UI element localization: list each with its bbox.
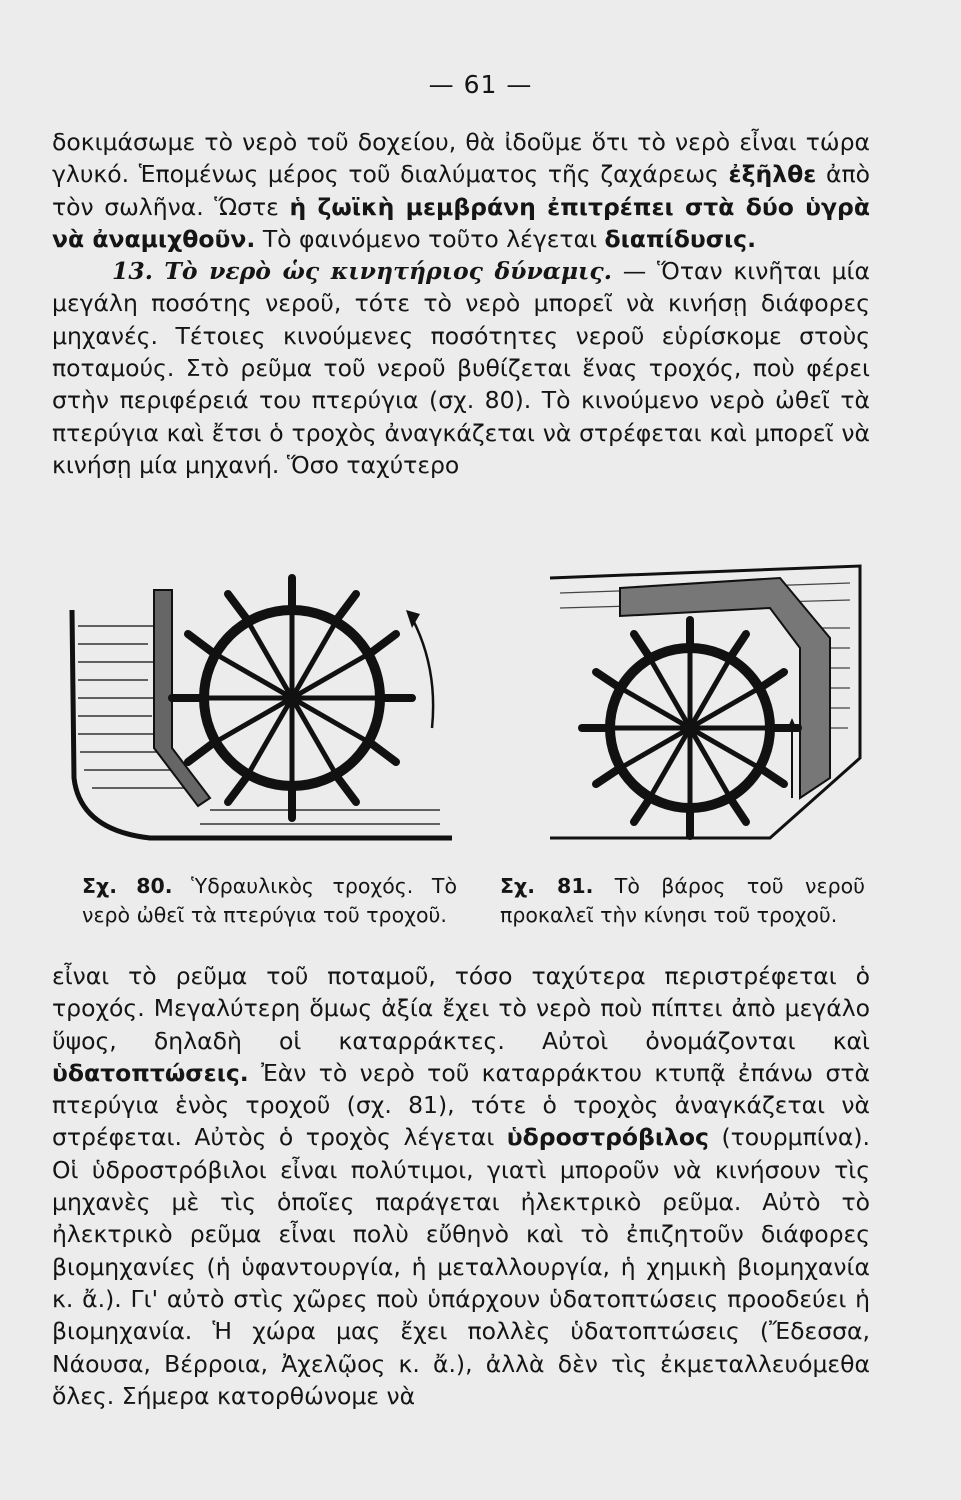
caption-label: Σχ. 80. — [82, 874, 173, 898]
paragraph-2 — [52, 960, 870, 1412]
bold-term-diffusion: διαπίδυσις. — [604, 224, 757, 253]
bold-statement-membrane: ἡ ζωϊκὴ μεμβράνη ἐπιτρέπει στὰ δύο ὑγρὰ νὰ ἀναμιχθοῦν. — [52, 192, 870, 253]
text: (τουρμπίνα). Οἱ ὑδροστρόβιλοι εἶναι πολύτιμοι, γιατὶ μποροῦν νὰ κινήσουν τὶς μηχανὲς μὲ τὶς ὁποῖες παράγεται ἠλεκτρικὸ ρεῦμα. Αὐτὸ τὸ ἠλεκτρικὸ ρεῦμα εἶναι πολὺ εὔθηνὸ καὶ τὸ ἐπιζητοῦν διάφορες βιομηχανίες (ἡ ὑφαντουργία, ἡ μεταλλουργία, ἡ χημικὴ βιομηχανία κ. ἄ.). Γι' αὐτὸ στὶς χῶρες ποὺ ὑπάρχουν ὑδατοπτώσεις προοδεύει ἡ βιομηχανία. Ἡ χώρα μας ἔχει πολλὲς ὑδατοπτώσεις (Ἔδεσσα, Νάουσα, Βέρροια, Ἀχελῷος κ. ἄ.), ἀλλὰ δὲν τὶς ἐκμεταλλευόμεθα ὅλες. Σήμερα κατορθώνομε νὰ — [52, 1123, 870, 1410]
bold-term-turbine: ὑδροστρόβιλος — [506, 1123, 709, 1152]
caption-figure-80 — [82, 872, 457, 930]
text: Τὸ φαινόμενο τοῦτο λέγεται — [255, 224, 605, 253]
caption-figure-81 — [500, 872, 865, 930]
section-heading-13: 13. Τὸ νερὸ ὡς κινητήριος δύναμις. — [112, 257, 612, 286]
text: εἶναι τὸ ρεῦμα τοῦ ποταμοῦ, τόσο ταχύτερα περιστρέφεται ὁ τροχός. Μεγαλύτερη ὅμως ἀξία ἔχει τὸ νερὸ ποὺ πίπτει ἀπὸ μεγάλο ὕψος, δηλαδὴ οἱ καταρράκτες. Αὐτοὶ ὀνομάζονται καὶ — [52, 962, 870, 1055]
page-number: — 61 — — [428, 70, 533, 99]
caption-text: Ὑδραυλικὸς τροχός. Τὸ νερὸ ὠθεῖ τὰ πτερύγια τοῦ τροχοῦ. — [82, 874, 457, 927]
bold-term-waterfalls: ὑδατοπτώσεις. — [52, 1058, 249, 1087]
caption-label: Σχ. 81. — [500, 874, 594, 898]
figure-80-water-wheel — [60, 548, 460, 858]
figure-81-overshot-wheel — [530, 548, 870, 858]
caption-text: Τὸ βάρος τοῦ νεροῦ προκαλεῖ τὴν κίνησι τοῦ τροχοῦ. — [500, 874, 865, 927]
bold-term-exelthe: ἐξῆλθε — [728, 160, 817, 189]
text: — Ὅταν κινῆται μία μεγάλη ποσότης νεροῦ, τότε τὸ νερὸ μπορεῖ νὰ κινήσῃ διάφορες μηχανές. Τέτοιες κινούμενες ποσότητες νεροῦ εὑρίσκομε στοὺς ποταμούς. Στὸ ρεῦμα τοῦ νεροῦ βυθίζεται ἕνας τροχός, ποὺ φέρει στὴν περιφέρειά του πτερύγια (σχ. 80). Τὸ κινούμενο νερὸ ὠθεῖ τὰ πτερύγια καὶ ἔτσι ὁ τροχὸς ἀναγκάζεται νὰ στρέφεται καὶ μπορεῖ νὰ κινήσῃ μία μηχανή. Ὅσο ταχύτερο — [52, 257, 870, 479]
text: Ἐὰν τὸ νερὸ τοῦ καταρράκτου κτυπᾷ ἐπάνω στὰ πτερύγια ἑνὸς τροχοῦ (σχ. 81), τότε ὁ τροχὸς ἀναγκάζεται νὰ στρέφεται. Αὐτὸς ὁ τροχὸς λέγεται — [52, 1058, 870, 1152]
paragraph-1 — [52, 126, 870, 481]
text: ἀπὸ τὸν σωλῆνα. Ὥστε — [52, 160, 870, 221]
text: δοκιμάσωμε τὸ νερὸ τοῦ δοχείου, θὰ ἰδοῦμε ὅτι τὸ νερὸ εἶναι τώρα γλυκό. Ἑπομένως μέρος τοῦ διαλύματος τῆς ζαχάρεως — [52, 128, 870, 189]
